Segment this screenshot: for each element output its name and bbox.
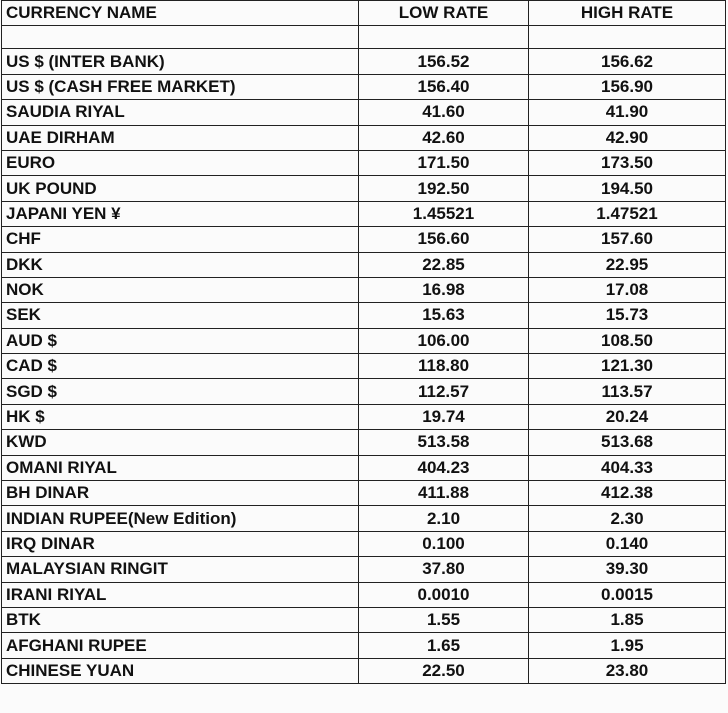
high-rate-cell: 156.62 [529,49,726,74]
table-row [2,582,726,607]
low-rate-cell: 2.10 [359,506,529,531]
high-rate-cell: 22.95 [529,252,726,277]
currency-name-cell: JAPANI YEN ¥ [2,201,359,226]
table-row [2,49,726,74]
high-rate-cell: 156.90 [529,74,726,99]
low-rate-cell: 411.88 [359,481,529,506]
table-row [2,481,726,506]
currency-name-cell: OMANI RIYAL [2,455,359,480]
low-rate-cell: 1.55 [359,607,529,632]
currency-name-cell: IRQ DINAR [2,531,359,556]
currency-name-cell: US $ (CASH FREE MARKET) [2,74,359,99]
header-high-rate: HIGH RATE [529,1,726,26]
currency-name-cell: EURO [2,150,359,175]
high-rate-cell: 157.60 [529,227,726,252]
table-row [2,227,726,252]
low-rate-cell: 0.100 [359,531,529,556]
low-rate-cell: 156.40 [359,74,529,99]
high-rate-cell: 108.50 [529,328,726,353]
table-row [2,150,726,175]
currency-name-cell: MALAYSIAN RINGIT [2,557,359,582]
high-rate-cell: 404.33 [529,455,726,480]
high-rate-cell: 1.85 [529,607,726,632]
low-rate-cell: 41.60 [359,100,529,125]
table-row [2,455,726,480]
table-row [2,607,726,632]
high-rate-cell: 194.50 [529,176,726,201]
currency-name-cell: AFGHANI RUPEE [2,633,359,658]
low-rate-cell: 19.74 [359,404,529,429]
table-row [2,125,726,150]
table-row [2,252,726,277]
table-row [2,354,726,379]
currency-name-cell: BTK [2,607,359,632]
currency-name-cell: HK $ [2,404,359,429]
table-row [2,531,726,556]
currency-name-cell: AUD $ [2,328,359,353]
high-rate-cell: 41.90 [529,100,726,125]
currency-name-cell: CHF [2,227,359,252]
low-rate-cell: 513.58 [359,430,529,455]
high-rate-cell: 173.50 [529,150,726,175]
currency-name-cell: NOK [2,277,359,302]
currency-name-cell: DKK [2,252,359,277]
table-row [2,100,726,125]
high-rate-cell: 121.30 [529,354,726,379]
high-rate-cell: 513.68 [529,430,726,455]
high-rate-cell: 15.73 [529,303,726,328]
high-rate-cell: 1.95 [529,633,726,658]
currency-name-cell: INDIAN RUPEE(New Edition) [2,506,359,531]
low-rate-cell: 1.65 [359,633,529,658]
low-rate-cell: 22.50 [359,658,529,683]
high-rate-cell: 113.57 [529,379,726,404]
currency-name-cell: SAUDIA RIYAL [2,100,359,125]
table-row [2,379,726,404]
blank-row [2,26,726,49]
currency-name-cell: KWD [2,430,359,455]
low-rate-cell: 0.0010 [359,582,529,607]
high-rate-cell: 42.90 [529,125,726,150]
blank-cell [359,26,529,49]
table-row [2,277,726,302]
low-rate-cell: 171.50 [359,150,529,175]
table-row [2,74,726,99]
low-rate-cell: 16.98 [359,277,529,302]
high-rate-cell: 20.24 [529,404,726,429]
header-low-rate: LOW RATE [359,1,529,26]
low-rate-cell: 112.57 [359,379,529,404]
low-rate-cell: 156.52 [359,49,529,74]
currency-name-cell: UAE DIRHAM [2,125,359,150]
low-rate-cell: 22.85 [359,252,529,277]
blank-cell [529,26,726,49]
table-row [2,404,726,429]
high-rate-cell: 412.38 [529,481,726,506]
low-rate-cell: 404.23 [359,455,529,480]
high-rate-cell: 23.80 [529,658,726,683]
currency-name-cell: UK POUND [2,176,359,201]
high-rate-cell: 0.0015 [529,582,726,607]
high-rate-cell: 2.30 [529,506,726,531]
currency-name-cell: SGD $ [2,379,359,404]
high-rate-cell: 17.08 [529,277,726,302]
header-currency-name: CURRENCY NAME [2,1,359,26]
table-row [2,633,726,658]
table-row [2,506,726,531]
low-rate-cell: 15.63 [359,303,529,328]
blank-cell [2,26,359,49]
header-row [2,1,726,26]
table-row [2,430,726,455]
low-rate-cell: 1.45521 [359,201,529,226]
low-rate-cell: 37.80 [359,557,529,582]
low-rate-cell: 192.50 [359,176,529,201]
table-row [2,303,726,328]
table-row [2,557,726,582]
table-row [2,176,726,201]
currency-name-cell: CAD $ [2,354,359,379]
table-body [2,26,726,684]
currency-name-cell: US $ (INTER BANK) [2,49,359,74]
low-rate-cell: 156.60 [359,227,529,252]
table-row [2,328,726,353]
low-rate-cell: 118.80 [359,354,529,379]
high-rate-cell: 39.30 [529,557,726,582]
table-row [2,658,726,683]
currency-name-cell: BH DINAR [2,481,359,506]
table-row [2,201,726,226]
currency-rates-table [1,0,726,684]
low-rate-cell: 106.00 [359,328,529,353]
currency-name-cell: SEK [2,303,359,328]
high-rate-cell: 1.47521 [529,201,726,226]
low-rate-cell: 42.60 [359,125,529,150]
currency-name-cell: IRANI RIYAL [2,582,359,607]
currency-name-cell: CHINESE YUAN [2,658,359,683]
high-rate-cell: 0.140 [529,531,726,556]
